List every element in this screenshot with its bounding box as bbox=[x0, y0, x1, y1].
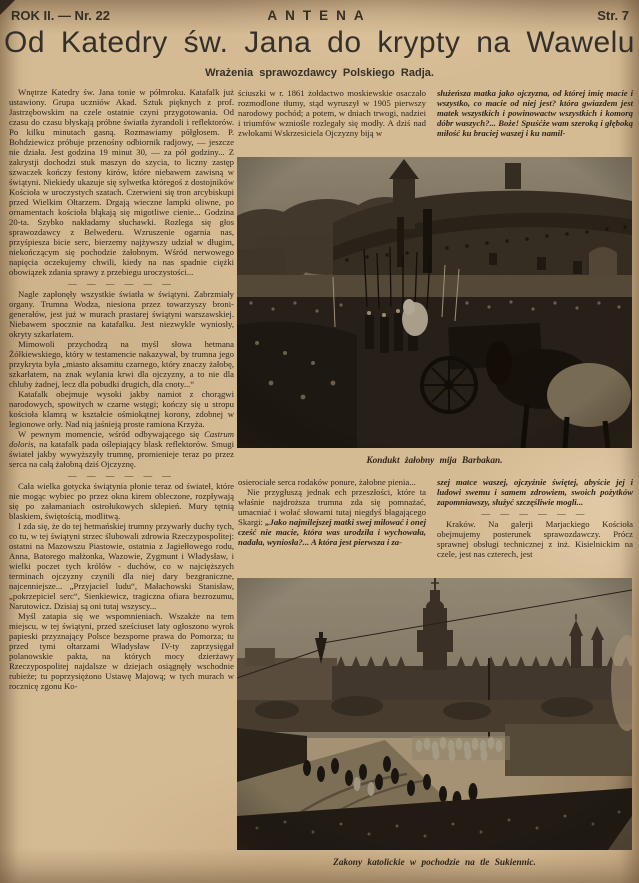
paragraph: ściuszki w r. 1861 żołdactwo moskiewskie osaczało rozmodlone tłumy, stąd wyruszył w 1905 pierwszy narodowy pochód; a potem, w dniach trwogi, nadziei i triumfów wzniośle rozlegały się modły. A dziś nad zwłokami Wskrzesiciela Ojczyzny biją w bbox=[238, 88, 426, 138]
paragraph bbox=[238, 487, 426, 547]
subtitle: Wrażenia sprawozdawcy Polskiego Radja. bbox=[205, 67, 434, 79]
photo-caption: Kondukt żałobny mija Barbakan. bbox=[366, 456, 503, 466]
photo-figure-sukiennice bbox=[237, 578, 632, 850]
headline: Od Katedry św. Jana do krypty na Wawelu bbox=[4, 26, 635, 59]
paragraph-text: Nie przygłuszą jednak ech przeszłości, które ta właśnie najdroższa trumna zda się pomnażać, umacniać i wołać słowami tutaj niegdyś błagającego Skargi: bbox=[238, 487, 426, 527]
masthead: ANTENA bbox=[267, 8, 372, 23]
paragraph: osierociałe serca rodaków ponure, żałobne pienia... bbox=[238, 477, 416, 487]
paragraph: Kraków. Na galerji Marjackiego Kościoła obejmujemy posterunek sprawozdawczy. Prócz sprawnej obsługi technicznej z inż. Kisielnickim na czele, jest nas czterech, jest bbox=[437, 519, 633, 559]
column-middle-top bbox=[238, 88, 426, 138]
paragraph-text: W pewnym momencie, wśród odbywającego się bbox=[18, 429, 205, 439]
paragraph: Mimowoli przychodzą na myśl słowa hetmana Żółkiewskiego, który w testamencie nakazywał, by trumna jego przykryta była „miasto aksamitu czarnego, który znaczy żałobę, szkarłatem, na znak wylania krwi dla ojczyzny, a to nie dla chluby żadnej, lecz dla pobudki drugich, dla cnoty...“ bbox=[9, 339, 234, 389]
column-left bbox=[9, 87, 234, 691]
paragraph bbox=[9, 429, 234, 469]
photo-vignette bbox=[237, 157, 632, 448]
quote-paragraph: szej matce waszej, ojczyźnie świętej, abyście jej i ludowi swemu i samem zdrowiem, swoich pożytków zapomniawszy, służyć szczęśliwie mogli... bbox=[437, 477, 633, 507]
issue-number: ROK II. — Nr. 22 bbox=[11, 8, 110, 23]
paragraph: Katafalk obejmuje wysoki jakby namiot z chorągwi narodowych, spowitych w czarne wstęgi; kończy się u stropu kościoła klamrą w kształcie ośmiokątnej korony, zdobnej w legionowe orły. Nad nią jaśnieją proste ramiona Krzyża. bbox=[9, 389, 234, 429]
column-right-top bbox=[437, 88, 633, 138]
paragraph: I zda się, że do tej hetmańskiej trumny przywarły duchy tych, co tu, w tej świątyni strzec ślubowali zdrowia Rzeczypospolitej: ostatni na Mazowszu Piastowie, ostatnia z Jagiełłowego rodu, Anna, Batorego małżonka, Wazowie, Zygmunt i Władysław, i wielki poczet tych królów - duchów, co w najcięższych terminach ojczyzny czynili dla niej dary bezgraniczne, najcenniejsze... „Przyjaciel ludu“, Małachowski Stanisław, „pokrzepiciel serc“, Sienkiewicz, tragiczna ofiara bezrozumu, Narutowicz. Dzisiaj są oni tutaj wszyscy... bbox=[9, 521, 234, 611]
photo-barbakan-image bbox=[237, 157, 632, 448]
paragraph: Wnętrze Katedry św. Jana tonie w półmroku. Katafalk już ustawiony. Grupa uczniów Akad. Sztuk pięknych z prof. Jastrzębowskim na czele ostatnie czyni przygotowania. Od czasu do czasu błyskają próbne światła żyrandoli i reflektorów. Po kilku minutach gasną. Rozmawiamy półgłosem. P. Bohdziewicz próbuje przenośny odbiornik radjowy, — jeszcze nie działa. Jest godzina 19 minut 30, — za pół godziny... Z zakrystji dochodzi stuk maszyn do szycia, to liczny zastęp szwaczek kończy festony kirów, które niebawem zawisną w świątyni. Niekiedy ukazuje się sylwetka któregoś z dostojników Kościoła w uroczystych szatach. Czerwieni się tron arcybiskupi przed Wielkim Ołtarzem. Drgają wieczne lampki oliwne, po ornamentach kościoła błąkają się migotliwe cienie... Godzina 20-ta. Szybko nakładamy słuchawki. Rozlega się głos sprawozdawcy z Belwederu. Wzruszenie ogarnia nas, przyśpiesza bicie serc, bierzemy najżywszy udział w długim, niekończącym się pochodzie żałobnym. Wśród nerwowego napięcia oczekujemy chwili, kiedy na nas spadnie ciężki obowiązek zdania sprawy z przebiegu uroczystości... bbox=[9, 87, 234, 277]
photo-caption: Zakony katolickie w pochodzie na tle Sukiennic. bbox=[333, 858, 536, 868]
page-header bbox=[0, 8, 639, 26]
column-middle-lower bbox=[238, 477, 426, 547]
photo-sukiennice-image bbox=[237, 578, 632, 850]
paragraph-text: , na katafalk pada oślepiający blask reflektorów. Smugi świateł jakby wywyższyły trumnę, promienieje teraz po przez serca na całą żałobną dziś Ojczyznę. bbox=[9, 439, 234, 469]
quote-paragraph: służeńsza matka jako ojczyzna, od której imię macie i wszystko, co macie od niej jest? która gwiazdem jest matek wszystkich i powinowactw wszystkich i komorą dóbr waszych?... Boże! Spuśćże wam szeroką i głęboką miłość ku braciej waszej i ku namil- bbox=[437, 88, 633, 138]
paragraph: Myśl zatapia się we wspomnieniach. Wszakże na tem miejscu, w tej świątyni, przed sześciuset laty ogłoszono wyrok papieski przyznający Polsce bezsporne prawa do Pomorza; tu przed tymi ołtarzami Władysław IV-ty zaprzysięgał polanowskie pakta, na których mocy dzierżawy Rzeczypospolitej najdalsze w dziejach osiągnęły wschodnie rubieże; tu poprzysiężono Ustawę Majową; w tych murach w rocznicę zgonu Ko- bbox=[9, 611, 234, 691]
page-number: Str. 7 bbox=[597, 8, 629, 23]
photo-vignette bbox=[237, 578, 632, 850]
skarga-quote: „Jako najmilejszej matki swej miłować i onej cześć nie macie, która was urodziła i wychowała, nadała, wyniosła?... A która jest pierwsza i za- bbox=[238, 517, 426, 547]
paragraph-divider: — — — — — — bbox=[68, 470, 175, 480]
photo-figure-barbakan bbox=[237, 157, 632, 448]
paragraph-divider: — — — — — — bbox=[68, 278, 175, 288]
paragraph-divider: — — — — — — bbox=[481, 508, 589, 518]
paragraph: Cała wielka gotycka świątynia płonie teraz od świateł, które nie mogąc wybiec po przez okna kirem obleczone, rozpływają się po załamaniach ostrołukowych sklepień. Mury tętnią blaskiem, świętością, modlitwą. bbox=[9, 481, 234, 521]
latin-phrase: Castrum doloris bbox=[9, 429, 234, 449]
column-right-lower bbox=[437, 477, 633, 559]
paragraph: Nagle zapłonęły wszystkie światła w świątyni. Zabrzmiały organy. Trumna Wodza, niesiona przez towarzyszy broni-generałów, jest już w murach prastarej świątyni warszawskiej. Niebawem spocznie na katafalku. Jest niezwykle wyniosły, okryty szkarłatem. bbox=[9, 289, 234, 339]
